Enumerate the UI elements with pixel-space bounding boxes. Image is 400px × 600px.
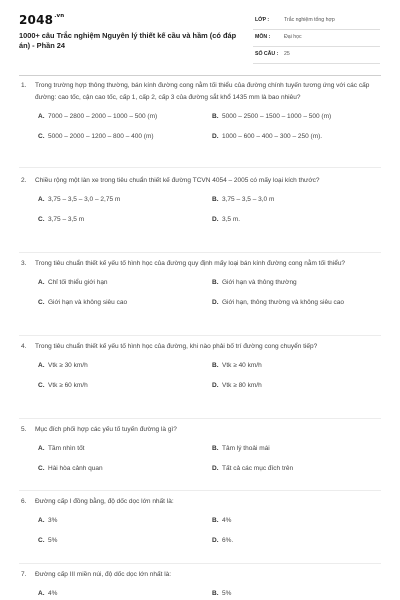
- meta-value: Đại học: [284, 34, 302, 40]
- option-text: Giới hạn và thông thường: [222, 279, 297, 286]
- option-b[interactable]: [212, 516, 231, 526]
- option-text: Vtk ≥ 60 km/h: [48, 382, 88, 389]
- option-letter: D.: [212, 382, 219, 389]
- question-number: 5.: [21, 426, 27, 433]
- option-text: Tâm lý thoải mái: [222, 445, 270, 452]
- option-text: Giới hạn, thông thường và không siêu cao: [222, 299, 345, 306]
- question-stem: Đường cấp III miền núi, độ dốc dọc lớn nhất là:: [35, 571, 172, 578]
- header-divider: [19, 75, 381, 76]
- option-letter: D.: [212, 537, 219, 544]
- option-c[interactable]: [38, 536, 57, 546]
- options-grid: [19, 276, 381, 306]
- option-b[interactable]: [212, 361, 262, 371]
- option-a[interactable]: [38, 589, 57, 599]
- option-b[interactable]: [212, 589, 231, 599]
- option-a[interactable]: [38, 361, 88, 371]
- option-letter: C.: [38, 299, 45, 306]
- option-text: 5%: [48, 537, 58, 544]
- option-letter: D.: [212, 216, 219, 223]
- logo-text: 2048: [19, 13, 54, 27]
- options-grid: [19, 110, 381, 140]
- option-letter: A.: [38, 445, 45, 452]
- option-letter: B.: [212, 445, 219, 452]
- option-letter: B.: [212, 196, 219, 203]
- meta-value: Trắc nghiệm tổng hợp: [284, 17, 335, 23]
- option-text: Chỉ tối thiểu giới hạn: [48, 279, 108, 286]
- question-divider: [19, 335, 381, 336]
- option-text: 3,75 – 3,5 – 3,0 m: [222, 196, 275, 203]
- document-header: [0, 0, 400, 70]
- question-number: 4.: [21, 343, 27, 350]
- question-number: 7.: [21, 571, 27, 578]
- options-grid: [19, 193, 381, 223]
- option-letter: C.: [38, 537, 45, 544]
- question-divider: [19, 252, 381, 253]
- option-b[interactable]: [212, 444, 270, 454]
- option-text: Hài hòa cảnh quan: [48, 465, 103, 472]
- option-d[interactable]: [212, 298, 344, 308]
- site-logo[interactable]: [19, 13, 64, 27]
- question-stem: Trong tiêu chuẩn thiết kế yếu tố hình học của đường, khi nào phải bố trí đường cong chuyển tiếp?: [35, 343, 318, 350]
- question-stem: Chiều rộng một làn xe trong tiêu chuẩn thiết kế đường TCVN 4054 – 2005 có mấy loại kích thước?: [35, 177, 320, 184]
- option-text: 3,75 – 3,5 – 3,0 – 2,75 m: [48, 196, 121, 203]
- option-text: 3,5 m.: [222, 216, 241, 223]
- option-text: 3%: [48, 517, 58, 524]
- question-stem: Trong trường hợp thông thường, bán kính đường cong nằm tối thiểu của đường chính tuyến tương ứng với các cấp đường: cao tốc, cận cao tốc, cấp 1, cấp 2, cấp 3 của đường sắt khổ 1435 mm là bao nhiêu?: [35, 82, 370, 101]
- options-grid: [19, 359, 381, 389]
- option-d[interactable]: [212, 464, 293, 474]
- question-text: [19, 175, 381, 187]
- option-a[interactable]: [38, 516, 57, 526]
- option-text: Tầm nhìn tốt: [48, 445, 85, 452]
- question-number: 2.: [21, 177, 27, 184]
- option-letter: D.: [212, 465, 219, 472]
- option-text: 4%: [222, 517, 232, 524]
- option-text: 6%.: [222, 537, 234, 544]
- option-text: Giới hạn và không siêu cao: [48, 299, 128, 306]
- option-letter: A.: [38, 590, 45, 597]
- option-c[interactable]: [38, 298, 127, 308]
- question-number: 3.: [21, 260, 27, 267]
- question-divider: [19, 418, 381, 419]
- option-a[interactable]: [38, 278, 108, 288]
- option-text: 5000 – 2000 – 1200 – 800 – 400 (m): [48, 133, 154, 140]
- document-title: 1000+ câu Trắc nghiệm Nguyên lý thiết kế cầu và hầm (có đáp án) - Phần 24: [19, 31, 237, 50]
- meta-value: 25: [284, 51, 290, 57]
- option-d[interactable]: [212, 536, 233, 546]
- question-block: [19, 341, 381, 389]
- question-block: [19, 80, 381, 140]
- option-text: Vtk ≥ 80 km/h: [222, 382, 262, 389]
- question-block: [19, 496, 381, 544]
- option-a[interactable]: [38, 112, 157, 122]
- option-b[interactable]: [212, 278, 297, 288]
- option-d[interactable]: [212, 381, 262, 391]
- option-text: 7000 – 2800 – 2000 – 1000 – 500 (m): [48, 113, 158, 120]
- question-text: [19, 496, 381, 508]
- question-stem: Mục đích phối hợp các yếu tố tuyến đường là gì?: [35, 426, 177, 433]
- meta-info: [253, 13, 380, 64]
- question-divider: [19, 490, 381, 491]
- option-text: 4%: [48, 590, 58, 597]
- option-letter: B.: [212, 113, 219, 120]
- question-block: [19, 424, 381, 472]
- options-grid: [19, 587, 381, 599]
- meta-key: SỐ CÂU :: [255, 51, 279, 57]
- meta-key: MÔN :: [255, 34, 271, 40]
- logo-suffix: .vn: [54, 13, 65, 19]
- option-letter: A.: [38, 362, 45, 369]
- question-text: [19, 424, 381, 436]
- question-block: [19, 258, 381, 306]
- option-letter: D.: [212, 299, 219, 306]
- meta-key: LỚP :: [255, 17, 270, 23]
- meta-row-count: [253, 47, 380, 64]
- option-letter: C.: [38, 465, 45, 472]
- question-divider: [19, 167, 381, 168]
- option-a[interactable]: [38, 444, 85, 454]
- option-letter: B.: [212, 590, 219, 597]
- option-b[interactable]: [212, 195, 274, 205]
- option-text: Tất cả các mục đích trên: [222, 465, 294, 472]
- option-text: Vtk ≥ 30 km/h: [48, 362, 88, 369]
- option-letter: A.: [38, 279, 45, 286]
- question-block: [19, 569, 381, 599]
- question-text: [19, 569, 381, 581]
- option-text: Vtk ≥ 40 km/h: [222, 362, 262, 369]
- option-d[interactable]: [212, 215, 240, 225]
- option-letter: D.: [212, 133, 219, 140]
- option-text: 1000 – 600 – 400 – 300 – 250 (m).: [222, 133, 323, 140]
- question-number: 1.: [21, 82, 27, 89]
- meta-row-class: [253, 13, 380, 30]
- question-text: [19, 80, 381, 104]
- option-c[interactable]: [38, 215, 84, 225]
- question-stem: Trong tiêu chuẩn thiết kế yếu tố hình học của đường quy định mấy loại bán kính đường cong nằm tối thiểu?: [35, 260, 346, 267]
- question-divider: [19, 563, 381, 564]
- option-c[interactable]: [38, 464, 103, 474]
- option-letter: A.: [38, 517, 45, 524]
- question-number: 6.: [21, 498, 27, 505]
- question-block: [19, 175, 381, 223]
- question-text: [19, 258, 381, 270]
- meta-row-subject: [253, 30, 380, 47]
- options-grid: [19, 514, 381, 544]
- option-letter: A.: [38, 196, 45, 203]
- option-letter: B.: [212, 517, 219, 524]
- option-text: 5%: [222, 590, 232, 597]
- option-letter: C.: [38, 216, 45, 223]
- option-d[interactable]: [212, 132, 322, 142]
- options-grid: [19, 442, 381, 472]
- option-c[interactable]: [38, 132, 154, 142]
- question-text: [19, 341, 381, 353]
- option-b[interactable]: [212, 112, 331, 122]
- option-text: 5000 – 2500 – 1500 – 1000 – 500 (m): [222, 113, 332, 120]
- option-letter: C.: [38, 133, 45, 140]
- option-letter: B.: [212, 362, 219, 369]
- option-c[interactable]: [38, 381, 88, 391]
- option-text: 3,75 – 3,5 m: [48, 216, 85, 223]
- option-letter: B.: [212, 279, 219, 286]
- option-a[interactable]: [38, 195, 120, 205]
- question-stem: Đường cấp I đồng bằng, độ dốc dọc lớn nhất là:: [35, 498, 174, 505]
- option-letter: A.: [38, 113, 45, 120]
- option-letter: C.: [38, 382, 45, 389]
